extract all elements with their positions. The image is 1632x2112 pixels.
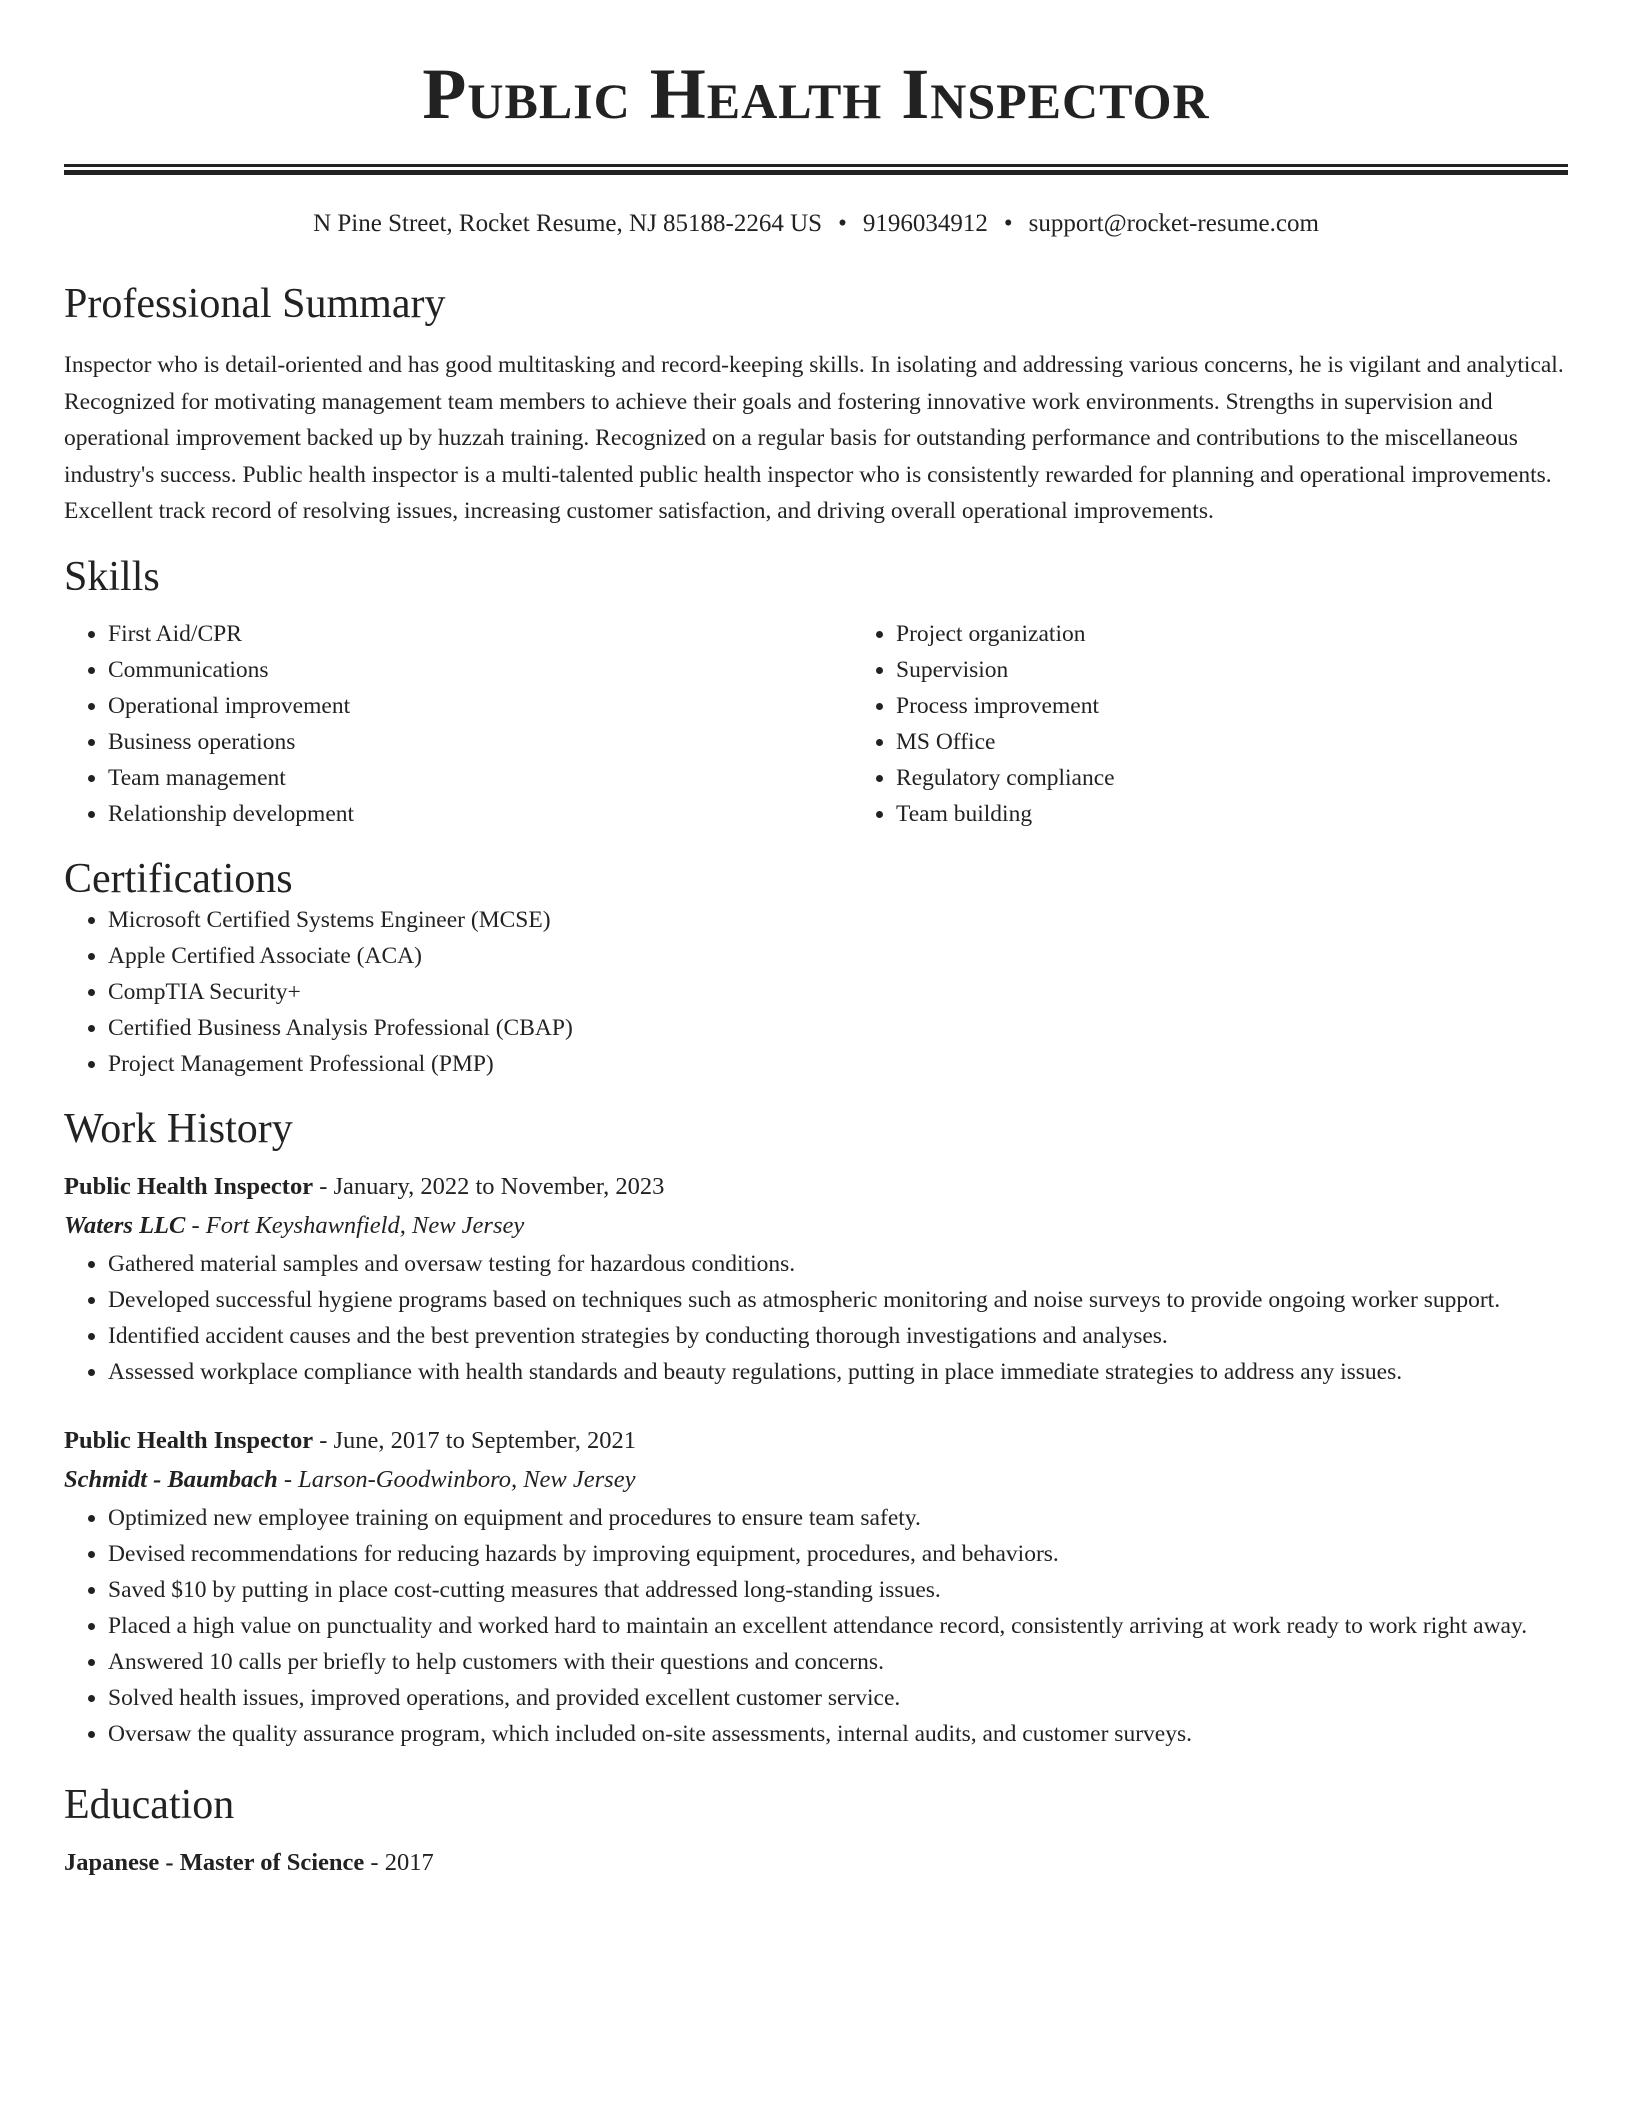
skill-item: • MS Office (896, 724, 1632, 760)
skill-item: • Team management (108, 760, 852, 796)
job-duty-item: • Identified accident causes and the best prevention strategies by conducting thorough investigations and analyses. (108, 1318, 1568, 1354)
skill-item: • Process improvement (896, 688, 1632, 724)
job-company-line (64, 1460, 1568, 1500)
skills-heading: Skills (64, 553, 160, 600)
resume-name: Public Health Inspector (422, 54, 1210, 134)
certifications-heading: Certifications (64, 855, 293, 902)
certification-item: • Project Management Professional (PMP) (108, 1046, 1568, 1082)
job-role: Public Health Inspector (64, 1427, 314, 1455)
skill-item: • Operational improvement (108, 688, 852, 724)
job-company-line (64, 1206, 1568, 1246)
education-degree: Japanese - Master of Science (64, 1849, 365, 1877)
certification-item: • CompTIA Security+ (108, 974, 1568, 1010)
summary-text: Inspector who is detail-oriented and has good multitasking and record-keeping skills. In isolating and addressing various concerns, he is vigilant and analytical. Recognized for motivating management team members to achieve their goals and fostering innovative work environments. Strengths in supervision and operational improvement backed up by huzzah training. Recognized on a regular basis for outstanding performance and contributions to the miscellaneous industry's success. Public health inspector is a multi-talented public health inspector who is consistently rewarded for planning and operational improvements. Excellent track record of resolving issues, increasing customer satisfaction, and driving overall operational improvements. (64, 352, 1564, 525)
work-history-heading: Work History (64, 1106, 293, 1153)
job-duty-item: • Assessed workplace compliance with health standards and beauty regulations, putting in place immediate strategies to address any issues. (108, 1354, 1568, 1390)
job-duty-item: • Optimized new employee training on equipment and procedures to ensure team safety. (108, 1500, 1568, 1536)
skill-item: • Regulatory compliance (896, 760, 1632, 796)
job-duty-item: • Solved health issues, improved operations, and provided excellent customer service. (108, 1680, 1568, 1716)
job-dates: - January, 2022 to November, 2023 (313, 1173, 665, 1201)
job-entry (64, 1168, 1568, 1390)
summary-heading: Professional Summary (64, 281, 446, 327)
job-role: Public Health Inspector (64, 1173, 314, 1201)
education-heading: Education (64, 1782, 235, 1829)
contact-line (64, 211, 1568, 236)
job-dates: - June, 2017 to September, 2021 (313, 1427, 637, 1455)
certification-item: • Microsoft Certified Systems Engineer (MCSE) (108, 902, 1568, 938)
education-year: - 2017 (364, 1849, 434, 1877)
certification-item: • Certified Business Analysis Professional (CBAP) (108, 1010, 1568, 1046)
contact-separator: • (838, 210, 847, 237)
job-duty-item: • Developed successful hygiene programs based on techniques such as atmospheric monitoring and noise surveys to provide ongoing worker support. (108, 1282, 1568, 1318)
skill-item: • Relationship development (108, 796, 852, 832)
education-entry (64, 1846, 1568, 1880)
contact-email: support@rocket-resume.com (1028, 210, 1319, 237)
job-company: Schmidt - Baumbach (64, 1466, 278, 1494)
job-duty-item: • Saved $10 by putting in place cost-cutting measures that addressed long-standing issues. (108, 1572, 1568, 1608)
job-duties-list (64, 1500, 1568, 1752)
job-title-line (64, 1168, 1568, 1206)
skills-list-left (64, 616, 852, 832)
job-duty-item: • Gathered material samples and oversaw testing for hazardous conditions. (108, 1246, 1568, 1282)
job-duty-item: • Oversaw the quality assurance program, which included on-site assessments, internal audits, and customer surveys. (108, 1716, 1568, 1752)
skill-item: • First Aid/CPR (108, 616, 852, 652)
job-title-line (64, 1422, 1568, 1460)
skills-list-right (852, 616, 1632, 832)
job-location: - Fort Keyshawnfield, New Jersey (185, 1212, 525, 1240)
skills-grid (64, 616, 1568, 832)
certification-item: • Apple Certified Associate (ACA) (108, 938, 1568, 974)
skill-item: • Project organization (896, 616, 1632, 652)
contact-phone: 9196034912 (862, 210, 988, 237)
job-duty-item: • Devised recommendations for reducing hazards by improving equipment, procedures, and behaviors. (108, 1536, 1568, 1572)
header-divider (64, 164, 1568, 175)
skill-item: • Supervision (896, 652, 1632, 688)
job-duty-item: • Answered 10 calls per briefly to help customers with their questions and concerns. (108, 1644, 1568, 1680)
job-company: Waters LLC (64, 1212, 186, 1240)
job-duties-list (64, 1246, 1568, 1390)
job-location: - Larson-Goodwinboro, New Jersey (277, 1466, 636, 1494)
contact-address: N Pine Street, Rocket Resume, NJ 85188-2264 US (313, 210, 823, 237)
contact-separator: • (1003, 210, 1013, 237)
certifications-list (64, 902, 1568, 1082)
skill-item: • Communications (108, 652, 852, 688)
job-duty-item: • Placed a high value on punctuality and worked hard to maintain an excellent attendance record, consistently arriving at work ready to work right away. (108, 1608, 1568, 1644)
job-entry (64, 1422, 1568, 1752)
skill-item: • Business operations (108, 724, 852, 760)
skill-item: • Team building (896, 796, 1632, 832)
